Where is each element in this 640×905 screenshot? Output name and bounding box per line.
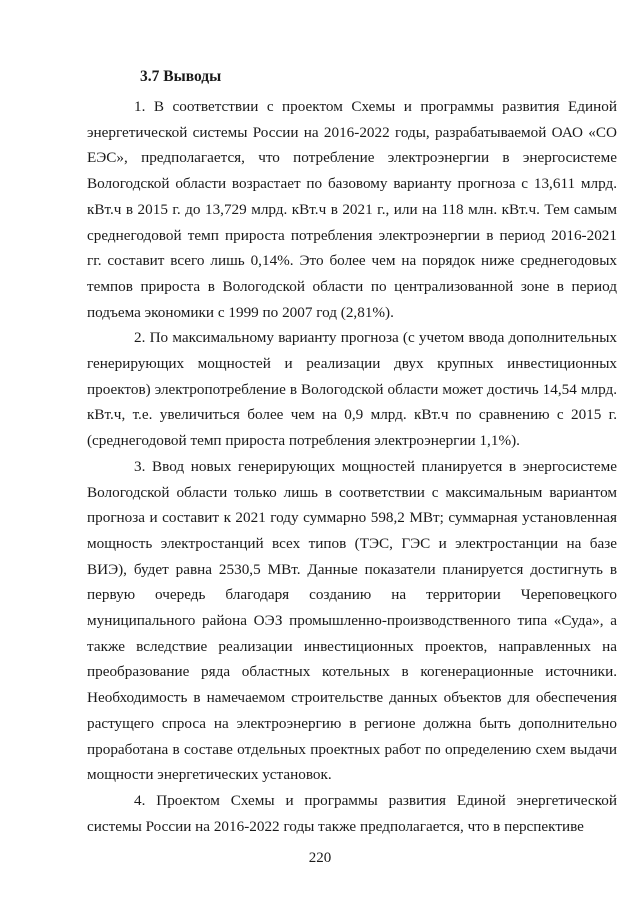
paragraph-3: 3. Ввод новых генерирующих мощностей планируется в энергосистеме Вологодской области только лишь в соответствии с максимальным вариантом прогноза и составит к 2021 году суммарно 598,2 МВт; суммарная установленная мощность электростанций всех типов (ТЭС, ГЭС и электростанции на базе ВИЭ), будет равна 2530,5 МВт. Данные показатели планируется достигнуть в первую очередь благодаря созданию на территории Череповецкого муниципального района ОЭЗ промышленно-производственного типа «Суда», а также вследствие реализации инвестиционных проектов, направленных на преобразование ряда областных котельных в когенерационные источники. Необходимость в намечаемом строительстве данных объектов для обеспечения растущего спроса на электроэнергию в регионе должна быть дополнительно проработана в составе отдельных проектных работ по определению схем выдачи мощности энергетических установок. (87, 457, 617, 784)
body-text (87, 94, 617, 839)
paragraph-1: 1. В соответствии с проектом Схемы и программы развития Единой энергетической системы России на 2016-2022 годы, разрабатываемой ОАО «СО ЕЭС», предполагается, что потребление электроэнергии в энергосистеме Вологодской области возрастает по базовому варианту прогноза с 13,611 млрд. кВт.ч в 2015 г. до 13,729 млрд. кВт.ч в 2021 г., или на 118 млн. кВт.ч. Тем самым среднегодовой темп прироста потребления электроэнергии в период 2016-2021 гг. составит всего лишь 0,14%. Это более чем на порядок ниже среднегодовых темпов прироста в Вологодской области по централизованной зоне в период подъема экономики с 1999 по 2007 год (2,81%). (87, 98, 617, 321)
paragraph-2: 2. По максимальному варианту прогноза (с учетом ввода дополнительных генерирующих мощностей и реализации двух крупных инвестиционных проектов) электропотребление в Вологодской области может достичь 14,54 млрд. кВт.ч, т.е. увеличиться более чем на 0,9 млрд. кВт.ч по сравнению с 2015 г. (среднегодовой темп прироста потребления электроэнергии 1,1%). (87, 329, 617, 450)
paragraph-4: 4. Проектом Схемы и программы развития Единой энергетической системы России на 2016-2022 годы также предполагается, что в перспективе (87, 791, 617, 835)
section-heading: 3.7 Выводы (140, 68, 222, 85)
page-number: 220 (308, 850, 332, 866)
